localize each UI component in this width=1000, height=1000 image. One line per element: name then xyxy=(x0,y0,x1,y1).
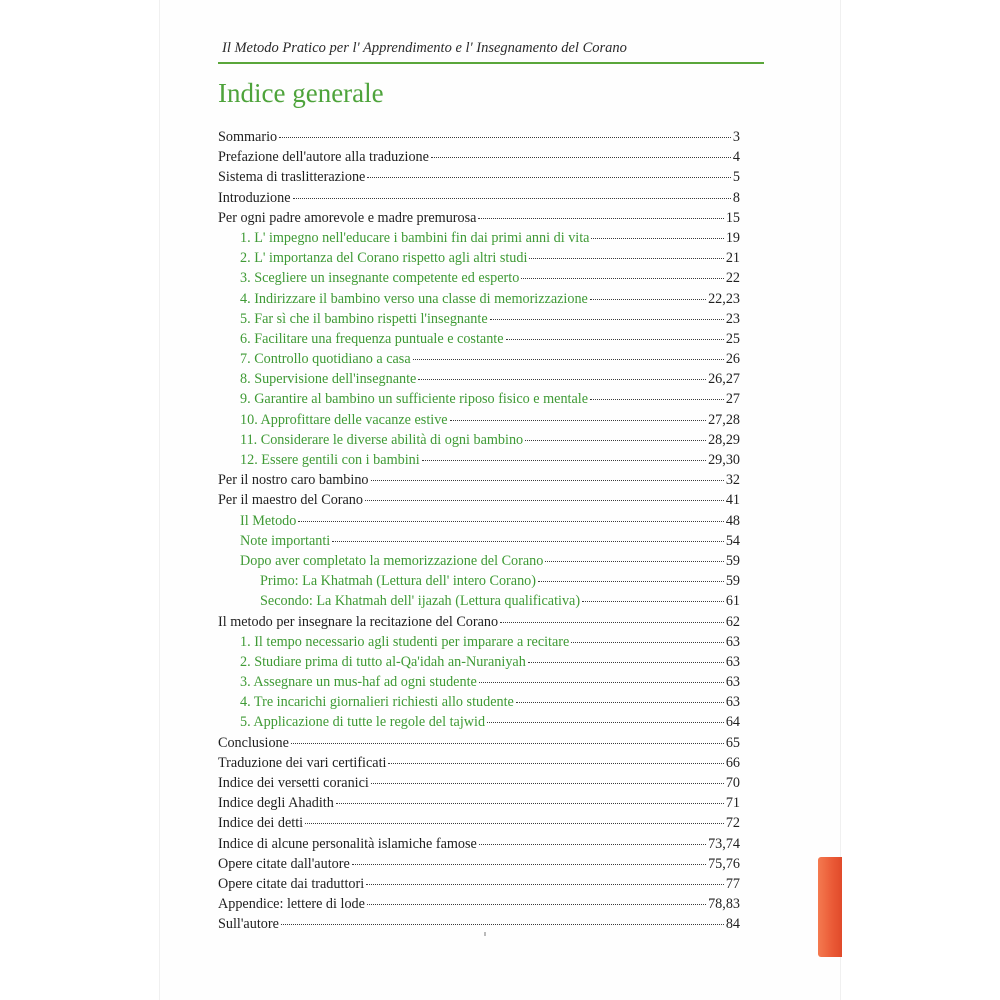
toc-entry-label: 6. Facilitare una frequenza puntuale e costante xyxy=(240,330,504,347)
toc-entry xyxy=(218,874,740,894)
toc-dot-leader xyxy=(529,258,723,259)
toc-entry-label: Note importanti xyxy=(240,532,331,549)
toc-entry-label: Il Metodo xyxy=(240,512,297,529)
toc-dot-leader xyxy=(371,783,724,784)
toc-dot-leader xyxy=(336,803,724,804)
toc-dot-leader xyxy=(582,601,724,602)
toc-entry xyxy=(218,733,740,753)
toc-dot-leader xyxy=(521,278,724,279)
toc-entry xyxy=(218,652,740,672)
toc-entry-page: 70 xyxy=(725,775,740,791)
toc-entry xyxy=(218,389,740,409)
toc-dot-leader xyxy=(418,379,706,380)
toc-entry-label: 1. L' impegno nell'educare i bambini fin dai primi anni di vita xyxy=(240,229,590,246)
toc-entry-label: Sistema di traslitterazione xyxy=(218,169,366,186)
toc-entry-label: 3. Scegliere un insegnante competente ed esperto xyxy=(240,270,520,287)
toc-entry-label: Sull'autore xyxy=(218,916,279,933)
toc-dot-leader xyxy=(366,884,724,885)
toc-entry-label: Appendice: lettere di lode xyxy=(218,896,365,913)
toc-entry-label: 9. Garantire al bambino un sufficiente riposo fisico e mentale xyxy=(240,391,589,408)
toc-entry xyxy=(218,329,740,349)
toc-dot-leader xyxy=(367,177,731,178)
toc-dot-leader xyxy=(479,844,706,845)
toc-entry-page: 29,30 xyxy=(708,452,740,468)
toc-entry-page: 28,29 xyxy=(708,431,740,448)
toc-entry-page: 32 xyxy=(725,472,740,489)
toc-entry-page: 75,76 xyxy=(708,855,740,872)
toc-entry xyxy=(218,228,740,248)
toc-entry xyxy=(218,289,740,309)
toc-entry-page: 65 xyxy=(725,734,740,751)
toc-dot-leader xyxy=(279,137,731,138)
toc-entry-page: 4 xyxy=(732,149,740,166)
toc-entry-label: Il metodo per insegnare la recitazione del Corano xyxy=(218,613,499,630)
toc-dot-leader xyxy=(590,399,724,400)
toc-dot-leader xyxy=(352,864,706,865)
toc-entry-label: 1. Il tempo necessario agli studenti per imparare a recitare xyxy=(240,633,570,650)
toc-entry-page: 23 xyxy=(725,310,740,327)
toc-entry-label: Traduzione dei vari certificati xyxy=(218,754,387,771)
toc-dot-leader xyxy=(367,904,706,905)
toc-dot-leader xyxy=(291,743,724,744)
toc-dot-leader xyxy=(506,339,724,340)
toc-entry-page: 25 xyxy=(725,330,740,347)
toc-entry-page: 3 xyxy=(732,129,740,145)
toc-dot-leader xyxy=(525,440,706,441)
running-head: Il Metodo Pratico per l' Apprendimento e l' Insegnamento del Corano xyxy=(222,40,627,56)
toc-entry-label: 10. Approfittare delle vacanze estive xyxy=(240,411,448,428)
toc-entry-page: 63 xyxy=(725,694,740,711)
toc-dot-leader xyxy=(281,924,724,925)
toc-entry xyxy=(218,834,740,854)
toc-dot-leader xyxy=(422,460,706,461)
section-edge-tab xyxy=(818,857,842,957)
toc-entry-page: 21 xyxy=(725,250,740,267)
toc-entry xyxy=(218,894,740,914)
toc-entry xyxy=(218,450,740,470)
toc-dot-leader xyxy=(500,622,724,623)
toc-entry xyxy=(218,591,740,611)
toc-entry xyxy=(218,551,740,571)
toc-dot-leader xyxy=(293,198,731,199)
toc-dot-leader xyxy=(490,319,724,320)
table-of-contents xyxy=(218,127,740,935)
toc-entry-page: 63 xyxy=(725,633,740,650)
toc-entry xyxy=(218,349,740,369)
toc-entry xyxy=(218,309,740,329)
toc-entry-label: 7. Controllo quotidiano a casa xyxy=(240,351,411,368)
toc-dot-leader xyxy=(571,642,723,643)
toc-entry-page: 8 xyxy=(732,189,740,206)
toc-entry xyxy=(218,430,740,450)
toc-entry-label: Secondo: La Khatmah dell' ijazah (Lettura qualificativa) xyxy=(260,593,581,610)
toc-entry-page: 64 xyxy=(725,714,740,731)
toc-entry-page: 77 xyxy=(725,875,740,892)
page-title: Indice generale xyxy=(218,78,384,108)
toc-entry xyxy=(218,369,740,389)
toc-dot-leader xyxy=(305,823,724,824)
toc-entry-label: Conclusione xyxy=(218,734,289,751)
toc-entry-label: Per il maestro del Corano xyxy=(218,492,363,509)
toc-entry xyxy=(218,571,740,591)
toc-entry-label: 11. Considerare le diverse abilità di ogni bambino xyxy=(240,431,524,448)
toc-entry xyxy=(218,268,740,288)
toc-entry-label: Indice di alcune personalità islamiche famose xyxy=(218,835,477,852)
toc-entry-page: 22 xyxy=(725,270,740,287)
toc-entry-page: 54 xyxy=(725,532,740,549)
toc-entry xyxy=(218,793,740,813)
toc-entry xyxy=(218,712,740,732)
toc-entry xyxy=(218,813,740,833)
toc-entry xyxy=(218,612,740,632)
toc-entry-page: 27,28 xyxy=(708,411,740,428)
toc-dot-leader xyxy=(431,157,731,158)
toc-entry xyxy=(218,753,740,773)
toc-entry-label: 8. Supervisione dell'insegnante xyxy=(240,371,417,388)
toc-entry xyxy=(218,692,740,712)
toc-entry-label: Indice dei versetti coranici xyxy=(218,775,369,791)
toc-entry-page: 78,83 xyxy=(708,896,740,913)
toc-entry-page: 22,23 xyxy=(708,290,740,307)
toc-entry-page: 62 xyxy=(725,613,740,630)
toc-entry-label: 4. Tre incarichi giornalieri richiesti allo studente xyxy=(240,694,514,711)
toc-dot-leader xyxy=(487,722,724,723)
toc-entry-label: Prefazione dell'autore alla traduzione xyxy=(218,149,429,166)
toc-entry xyxy=(218,127,740,147)
toc-dot-leader xyxy=(413,359,724,360)
toc-entry xyxy=(218,914,740,934)
toc-dot-leader xyxy=(528,662,724,663)
toc-entry-label: Primo: La Khatmah (Lettura dell' intero Corano) xyxy=(260,573,536,590)
toc-entry-page: 26,27 xyxy=(708,371,740,388)
toc-entry-label: 5. Far sì che il bambino rispetti l'insegnante xyxy=(240,310,488,327)
toc-entry-label: Sommario xyxy=(218,129,278,145)
toc-entry-page: 27 xyxy=(725,391,740,408)
toc-dot-leader xyxy=(388,763,723,764)
toc-entry xyxy=(218,854,740,874)
toc-dot-leader xyxy=(590,299,706,300)
toc-entry-page: 19 xyxy=(725,229,740,246)
toc-entry xyxy=(218,773,740,793)
toc-entry-page: 48 xyxy=(725,512,740,529)
toc-dot-leader xyxy=(298,521,723,522)
toc-entry xyxy=(218,167,740,187)
toc-dot-leader xyxy=(538,581,724,582)
toc-entry-label: 2. Studiare prima di tutto al-Qa'idah an-Nuraniyah xyxy=(240,653,526,670)
toc-entry-page: 15 xyxy=(725,209,740,226)
toc-entry-page: 41 xyxy=(725,492,740,509)
toc-entry-page: 73,74 xyxy=(708,835,740,852)
page-mark xyxy=(484,932,486,936)
toc-entry-label: Opere citate dall'autore xyxy=(218,855,350,872)
toc-entry-page: 59 xyxy=(725,573,740,590)
toc-dot-leader xyxy=(371,480,724,481)
toc-entry-page: 71 xyxy=(725,795,740,812)
toc-entry-page: 63 xyxy=(725,653,740,670)
toc-entry-page: 61 xyxy=(725,593,740,610)
toc-dot-leader xyxy=(332,541,724,542)
toc-entry xyxy=(218,410,740,430)
toc-dot-leader xyxy=(516,702,724,703)
toc-dot-leader xyxy=(479,682,724,683)
toc-entry-page: 59 xyxy=(725,552,740,569)
toc-dot-leader xyxy=(478,218,723,219)
toc-entry-page: 72 xyxy=(725,815,740,832)
toc-entry xyxy=(218,248,740,268)
header-rule xyxy=(218,62,764,64)
toc-entry-label: Dopo aver completato la memorizzazione del Corano xyxy=(240,552,544,569)
toc-entry xyxy=(218,188,740,208)
toc-dot-leader xyxy=(365,500,724,501)
toc-entry xyxy=(218,470,740,490)
toc-entry xyxy=(218,632,740,652)
toc-entry xyxy=(218,531,740,551)
toc-entry-label: Indice degli Ahadith xyxy=(218,795,334,812)
toc-dot-leader xyxy=(591,238,723,239)
toc-entry-label: Opere citate dai traduttori xyxy=(218,875,365,892)
toc-entry-page: 5 xyxy=(732,169,740,186)
toc-entry-label: Indice dei detti xyxy=(218,815,304,832)
toc-entry xyxy=(218,672,740,692)
toc-entry-label: 5. Applicazione di tutte le regole del tajwid xyxy=(240,714,486,731)
toc-entry xyxy=(218,490,740,510)
toc-entry-label: 3. Assegnare un mus-haf ad ogni studente xyxy=(240,674,477,691)
toc-entry-page: 26 xyxy=(725,351,740,368)
toc-entry-page: 63 xyxy=(725,674,740,691)
toc-entry-label: 12. Essere gentili con i bambini xyxy=(240,452,420,468)
toc-entry-label: Introduzione xyxy=(218,189,291,206)
toc-entry-page: 66 xyxy=(725,754,740,771)
toc-entry-page: 84 xyxy=(725,916,740,933)
toc-entry-label: Per ogni padre amorevole e madre premurosa xyxy=(218,209,477,226)
toc-entry-label: Per il nostro caro bambino xyxy=(218,472,369,489)
toc-entry xyxy=(218,147,740,167)
toc-entry-label: 4. Indirizzare il bambino verso una classe di memorizzazione xyxy=(240,290,588,307)
toc-dot-leader xyxy=(450,420,706,421)
toc-entry-label: 2. L' importanza del Corano rispetto agli altri studi xyxy=(240,250,528,267)
toc-entry xyxy=(218,208,740,228)
toc-entry xyxy=(218,511,740,531)
toc-dot-leader xyxy=(545,561,723,562)
